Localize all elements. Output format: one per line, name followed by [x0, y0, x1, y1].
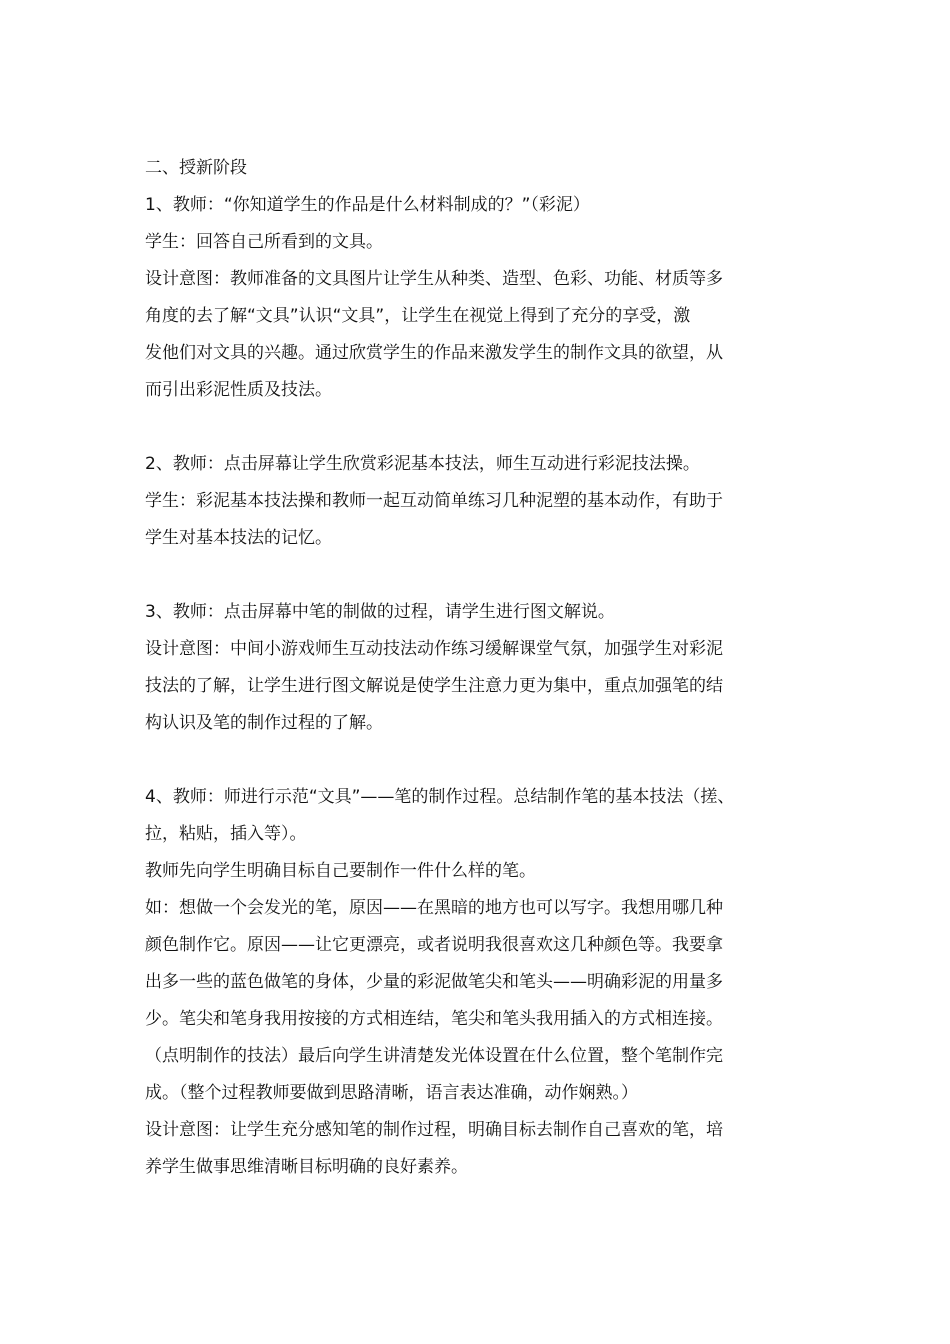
paragraph-line: 角度的去了解“文具”认识“文具”，让学生在视觉上得到了充分的享受，激	[145, 306, 691, 326]
paragraph-line: 颜色制作它。原因——让它更漂亮，或者说明我很喜欢这几种颜色等。我要拿	[145, 935, 723, 955]
paragraph-line: 设计意图：中间小游戏师生互动技法动作练习缓解课堂气氛，加强学生对彩泥	[145, 639, 723, 659]
paragraph-line: 1、教师：“你知道学生的作品是什么材料制成的？”（彩泥）	[145, 195, 590, 215]
paragraph-line: 4、教师：师进行示范“文具”——笔的制作过程。总结制作笔的基本技法（搓、	[145, 787, 735, 807]
paragraph-line: 设计意图：教师准备的文具图片让学生从种类、造型、色彩、功能、材质等多	[145, 269, 723, 289]
blank-line	[145, 409, 815, 446]
paragraph-line: （点明制作的技法）最后向学生讲清楚发光体设置在什么位置，整个笔制作完	[145, 1046, 723, 1066]
paragraph-line: 2、教师：点击屏幕让学生欣赏彩泥基本技法，师生互动进行彩泥技法操。	[145, 454, 700, 474]
paragraph-line: 学生：回答自己所看到的文具。	[145, 232, 383, 252]
paragraph-line: 发他们对文具的兴趣。通过欣赏学生的作品来激发学生的制作文具的欲望，从	[145, 343, 723, 363]
blank-line	[145, 742, 815, 779]
paragraph-line: 构认识及笔的制作过程的了解。	[145, 713, 383, 733]
paragraph-line: 技法的了解，让学生进行图文解说是使学生注意力更为集中，重点加强笔的结	[145, 676, 723, 696]
blank-line	[145, 557, 815, 594]
paragraph-line: 而引出彩泥性质及技法。	[145, 380, 332, 400]
section-heading: 二、授新阶段	[145, 158, 247, 178]
document-body	[145, 150, 815, 1186]
paragraph-line: 学生：彩泥基本技法操和教师一起互动简单练习几种泥塑的基本动作，有助于	[145, 491, 723, 511]
paragraph-line: 设计意图：让学生充分感知笔的制作过程，明确目标去制作自己喜欢的笔，培	[145, 1120, 723, 1140]
paragraph-line: 3、教师：点击屏幕中笔的制做的过程，请学生进行图文解说。	[145, 602, 615, 622]
paragraph-line: 养学生做事思维清晰目标明确的良好素养。	[145, 1157, 468, 1177]
paragraph-line: 学生对基本技法的记忆。	[145, 528, 332, 548]
paragraph-line: 成。（整个过程教师要做到思路清晰，语言表达准确，动作娴熟。）	[145, 1083, 638, 1103]
paragraph-line: 少。笔尖和笔身我用按接的方式相连结，笔尖和笔头我用插入的方式相连接。	[145, 1009, 723, 1029]
paragraph-line: 如：想做一个会发光的笔，原因——在黑暗的地方也可以写字。我想用哪几种	[145, 898, 723, 918]
paragraph-line: 拉，粘贴，插入等）。	[145, 824, 307, 844]
paragraph-line: 出多一些的蓝色做笔的身体，少量的彩泥做笔尖和笔头——明确彩泥的用量多	[145, 972, 723, 992]
paragraph-line: 教师先向学生明确目标自己要制作一件什么样的笔。	[145, 861, 536, 881]
